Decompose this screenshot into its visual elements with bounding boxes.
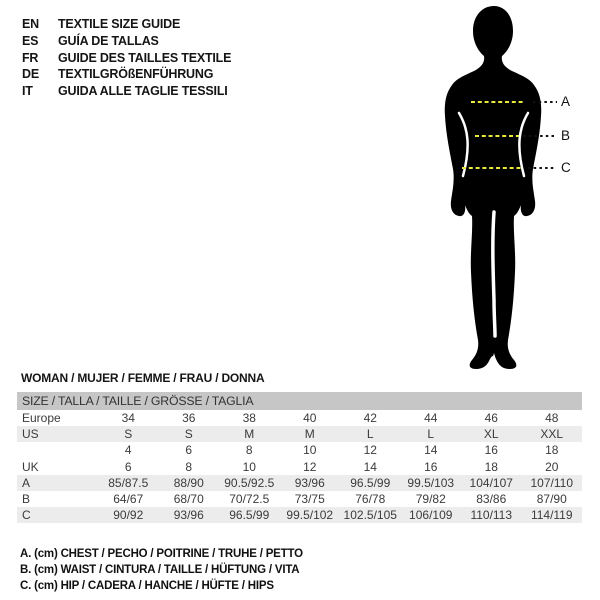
cell: 96.5/99 <box>350 475 391 490</box>
cell: 93/96 <box>294 475 325 490</box>
cell: 46 <box>484 411 498 426</box>
cell: 99.5/103 <box>407 475 455 490</box>
cell: XXL <box>540 427 564 442</box>
cell: M <box>244 427 255 442</box>
lang-code: FR <box>22 50 39 65</box>
cell: 76/78 <box>355 492 386 507</box>
cell: 114/119 <box>530 508 573 523</box>
cell: 90/92 <box>113 508 144 523</box>
cell: 107/110 <box>530 475 573 490</box>
cell: 106/109 <box>409 508 453 523</box>
cell: S <box>124 427 133 442</box>
lang-title: GUIDA ALLE TAGLIE TESSILI <box>58 84 228 99</box>
row-label: Europe <box>22 411 61 426</box>
legend-chest: A. (cm) CHEST / PECHO / POITRINE / TRUHE / PETTO <box>20 548 303 560</box>
marker-label-c: C <box>561 160 571 175</box>
legend-hip: C. (cm) HIP / CADERA / HANCHE / HÜFTE / HIPS <box>20 580 274 592</box>
cell: M <box>304 427 315 442</box>
cell: 79/82 <box>415 492 446 507</box>
cell: 110/113 <box>470 508 513 523</box>
cell: 42 <box>363 411 377 426</box>
row-label: US <box>22 427 39 442</box>
cell: L <box>427 427 435 442</box>
cell: S <box>184 427 193 442</box>
cell: 6 <box>124 459 132 474</box>
cell: 12 <box>363 443 377 458</box>
lang-code: EN <box>22 17 39 32</box>
cell: 87/90 <box>536 492 567 507</box>
cell: 73/75 <box>294 492 325 507</box>
row-label: C <box>22 508 31 523</box>
row-label: B <box>22 492 31 507</box>
measurement-legend <box>20 548 303 596</box>
lang-code: IT <box>22 84 33 99</box>
marker-label-b: B <box>561 128 571 143</box>
table-row-europe <box>17 410 582 426</box>
cell: 10 <box>303 443 317 458</box>
cell: 96.5/99 <box>229 508 270 523</box>
size-table-header: SIZE / TALLA / TAILLE / GRÖSSE / TAGLIA <box>17 392 582 410</box>
cell: 6 <box>185 443 193 458</box>
cell: 36 <box>182 411 196 426</box>
cell: XL <box>483 427 499 442</box>
cell: L <box>366 427 374 442</box>
section-heading-woman: WOMAN / MUJER / FEMME / FRAU / DONNA <box>21 371 265 385</box>
lang-code: ES <box>22 34 39 49</box>
cell: 44 <box>424 411 438 426</box>
cell: 16 <box>484 443 498 458</box>
marker-label-a: A <box>561 94 571 109</box>
cell: 93/96 <box>173 508 204 523</box>
cell: 88/90 <box>173 475 204 490</box>
cell: 102.5/105 <box>343 508 397 523</box>
cell: 14 <box>363 459 377 474</box>
cell: 12 <box>303 459 317 474</box>
table-row-chest-a <box>17 475 582 491</box>
table-row-numeric <box>17 442 582 458</box>
cell: 34 <box>121 411 135 426</box>
cell: 40 <box>303 411 317 426</box>
cell: 83/86 <box>476 492 507 507</box>
cell: 85/87.5 <box>108 475 149 490</box>
cell: 16 <box>424 459 438 474</box>
size-table <box>17 392 582 523</box>
lang-title: GUIDE DES TAILLES TEXTILE <box>58 50 232 65</box>
cell: 20 <box>545 459 559 474</box>
table-row-us <box>17 426 582 442</box>
lang-title: TEXTILE SIZE GUIDE <box>58 17 181 32</box>
cell: 14 <box>424 443 438 458</box>
cell: 4 <box>124 443 132 458</box>
table-row-waist-b <box>17 491 582 507</box>
cell: 90.5/92.5 <box>224 475 275 490</box>
row-label: UK <box>22 459 39 474</box>
lang-title: GUÍA DE TALLAS <box>58 34 159 49</box>
row-label: A <box>22 475 31 490</box>
cell: 8 <box>185 459 193 474</box>
cell: 10 <box>242 459 256 474</box>
table-row-hip-c <box>17 507 582 523</box>
lang-title: TEXTILGRÖßENFÜHRUNG <box>58 67 214 82</box>
cell: 18 <box>484 459 498 474</box>
cell: 104/107 <box>469 475 513 490</box>
cell: 18 <box>545 443 559 458</box>
cell: 70/72.5 <box>229 492 270 507</box>
cell: 8 <box>245 443 253 458</box>
cell: 48 <box>545 411 559 426</box>
leg-gap <box>493 212 495 336</box>
cell: 38 <box>242 411 256 426</box>
cell: 68/70 <box>173 492 204 507</box>
legend-waist: B. (cm) WAIST / CINTURA / TAILLE / HÜFTUNG / VITA <box>20 564 300 576</box>
cell: 64/67 <box>113 492 144 507</box>
lang-code: DE <box>22 67 39 82</box>
cell: 99.5/102 <box>286 508 334 523</box>
table-row-uk <box>17 459 582 475</box>
